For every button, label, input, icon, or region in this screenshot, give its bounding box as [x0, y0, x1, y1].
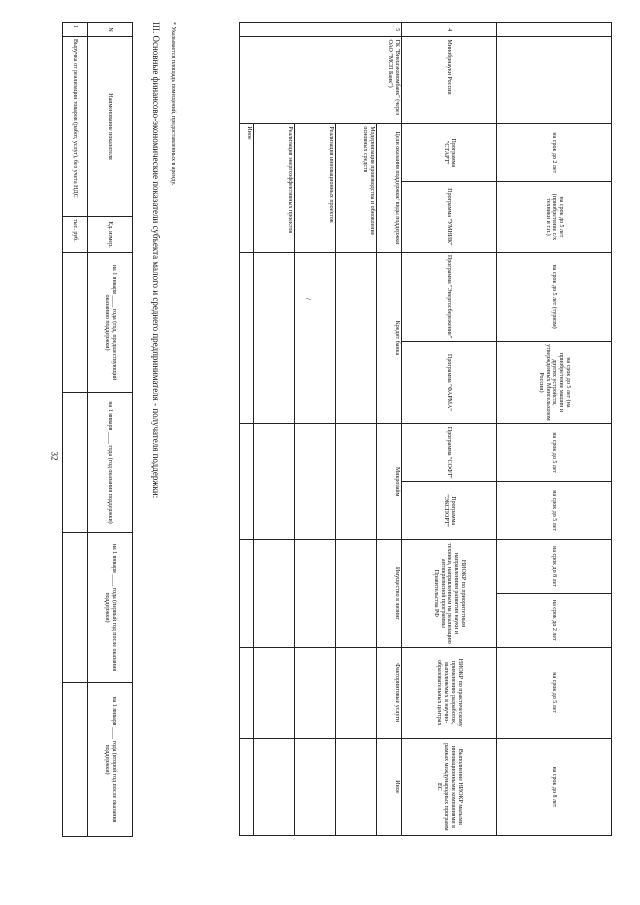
table1-row-5	[377, 23, 402, 836]
table1-subrow	[295, 23, 336, 836]
cell	[336, 647, 377, 738]
header-cell: на срок до 5 лет (приобретение с/х техники и т.п.)	[497, 182, 612, 252]
page-number: 32	[49, 451, 60, 461]
header-cell: на срок до 5 лет	[497, 424, 612, 482]
program-cell: Программа "Энергосбережение"	[402, 252, 497, 341]
header-cell: на 1 января ____ года (первый год после оказания поддержки)	[88, 533, 133, 683]
program-cell: Программа "СТАРТ"	[402, 124, 497, 182]
value-field[interactable]	[63, 393, 88, 533]
tick-mark: /	[304, 298, 312, 300]
section-title: III. Основные финансово-экономические показатели субъекта малого и среднего предпринимателя - получателя поддержки:	[151, 22, 161, 499]
cell	[295, 424, 336, 540]
cell	[295, 252, 336, 424]
cell	[336, 424, 377, 540]
cell	[240, 424, 254, 540]
cell	[336, 252, 377, 424]
header-cell: на срок до 2 лет	[497, 124, 612, 182]
subrow-label: Реализация энергоэффективных проектов	[254, 124, 295, 252]
program-cell: НИОКР по приоритетным направлениям развития науки и техники, направленным на реализацию антикризисной программы Правительства РФ	[402, 540, 497, 648]
product-cell: Имущество в лизинг	[377, 540, 402, 648]
indicator-name: Выручка от реализации товаров (работ, услуг), без учета НДС	[63, 37, 88, 217]
footnote: * Указывается площадь помещений, предоставленных в аренду.	[170, 22, 176, 186]
cell	[254, 252, 295, 424]
header-cell: на 1 января ____ года (год, предшествующий оказанию поддержки)	[88, 253, 133, 393]
cell	[240, 540, 254, 648]
header-cell: на срок до 5 лет	[497, 482, 612, 540]
organization-cell: Минобрнауки России	[402, 37, 497, 124]
product-cell: Кредит банка	[377, 252, 402, 424]
row-number: 5	[240, 23, 402, 37]
rotated-page-content	[49, 22, 612, 882]
cell	[497, 23, 612, 37]
support-programs-table	[239, 22, 612, 836]
header-cell: N	[88, 23, 133, 37]
table1-subrow	[254, 23, 295, 836]
row-number: 1	[63, 23, 88, 37]
header-cell: на срок до 8 лет	[497, 738, 612, 835]
table1-row-4	[402, 23, 497, 836]
table2-header-row	[88, 23, 133, 837]
table1-header-row	[497, 23, 612, 836]
value-field[interactable]	[63, 253, 88, 393]
cell	[240, 738, 254, 835]
header-cell: на срок до 5 лет (туризм)	[497, 252, 612, 341]
header-cell: Наименование показателя	[88, 37, 133, 217]
organization-cell: ГК "Внешэкономбанк" (через ОАО "МСП Банк")	[240, 37, 402, 124]
cell	[295, 647, 336, 738]
product-cell: Иное	[377, 738, 402, 835]
cell	[336, 540, 377, 648]
header-cell: Ед. измер.	[88, 217, 133, 253]
header-cell: на 1 января ____ года (год оказания поддержки)	[88, 393, 133, 533]
header-cell: на срок до 5 лет (на приобретение машин и других устройств, утвержденных Минсельхозом России)	[497, 341, 612, 424]
program-cell: Программа "СОФТ"	[402, 424, 497, 482]
unit-cell: тыс. руб.	[63, 217, 88, 253]
product-cell: Микрозайм	[377, 424, 402, 540]
program-cell: Программа "УМНИК"	[402, 182, 497, 252]
cell	[240, 647, 254, 738]
table1-subrow	[336, 23, 377, 836]
cell	[254, 647, 295, 738]
cell	[254, 424, 295, 540]
value-field[interactable]	[63, 533, 88, 683]
row-number: 4	[402, 23, 497, 37]
cell	[254, 738, 295, 835]
subrow-label: Реализация инновационных проектов	[295, 124, 336, 252]
program-cell: НИОКР по практическому применению разработок, выполняемых в научно-образовательных центрах	[402, 647, 497, 738]
value-field[interactable]	[63, 683, 88, 837]
subrow-label: Иное	[240, 124, 254, 252]
subrow-label: Модернизация производства и обновление основных средств	[336, 124, 377, 252]
header-cell: на срок до 5 лет	[497, 647, 612, 738]
program-cell: Программа "ЭКСПОРТ"	[402, 482, 497, 540]
program-cell: Программа "ФАРМА"	[402, 341, 497, 424]
header-cell: на срок до 2 лет	[497, 593, 612, 647]
financial-indicators-table	[62, 22, 133, 837]
cell	[336, 738, 377, 835]
cell	[254, 540, 295, 648]
cell	[240, 252, 254, 424]
program-cell: Выполнение НИОКР малыми инновационными компаниями в рамках международных программ ЕС	[402, 738, 497, 835]
table1-subrow	[240, 23, 254, 836]
header-cell: на 1 января ____ года (второй год после оказания поддержки)	[88, 683, 133, 837]
support-goals-cell: Цели оказания поддержки/ виды поддержки	[377, 124, 402, 252]
cell	[295, 540, 336, 648]
table2-row	[63, 23, 88, 837]
cell	[295, 738, 336, 835]
cell	[497, 37, 612, 124]
product-cell: Факторинговые услуги	[377, 647, 402, 738]
header-cell: на срок до 8 лет	[497, 540, 612, 594]
